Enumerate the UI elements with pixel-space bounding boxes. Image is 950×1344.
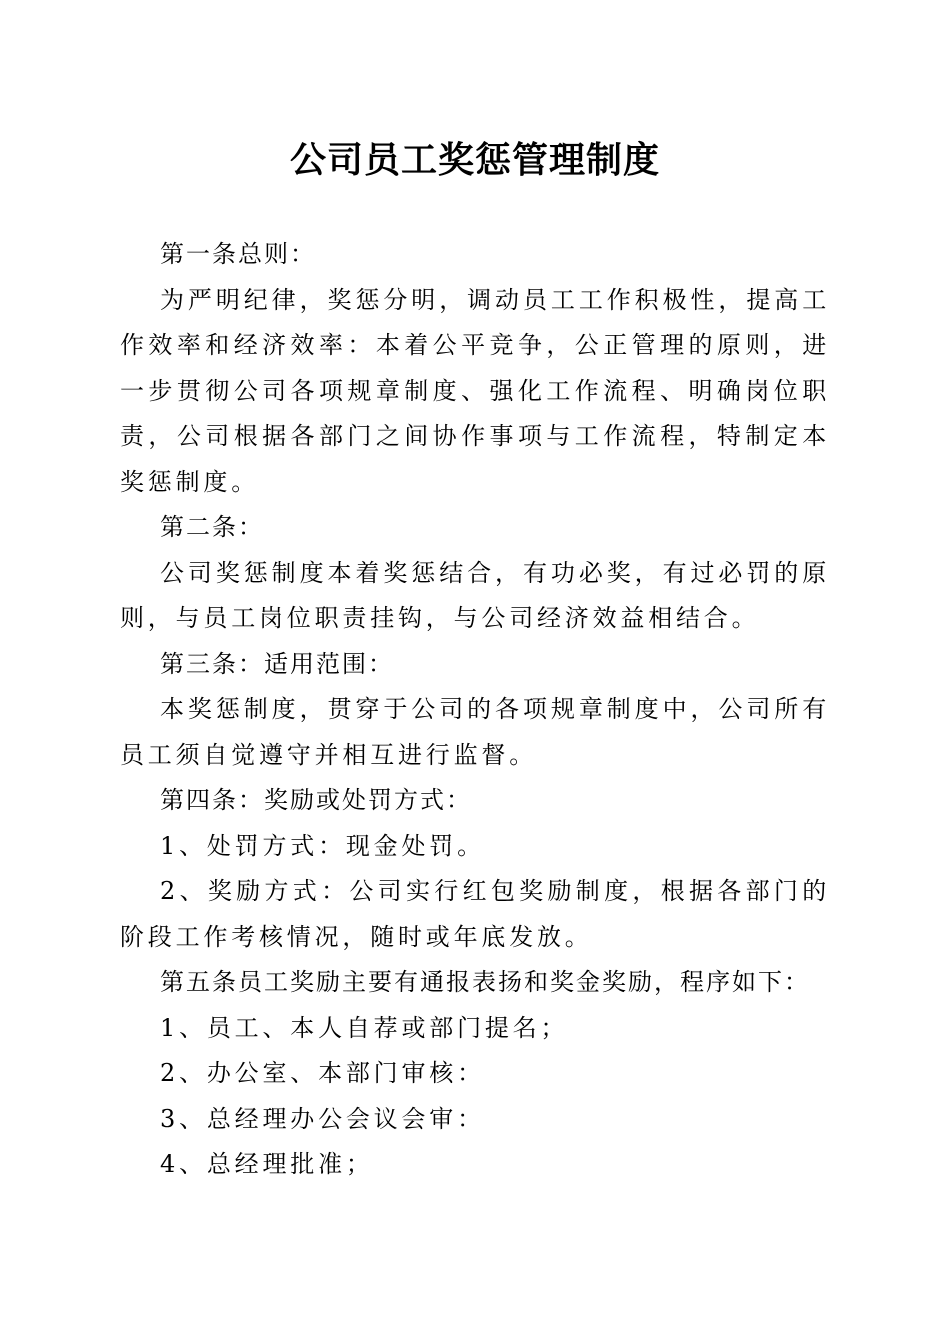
article-5-step-4: 4、总经理批准；: [160, 1150, 374, 1178]
article-4-item-1: 1、处罚方式：现金处罚。: [160, 831, 485, 860]
article-4-heading: 第四条：奖励或处罚方式：: [160, 786, 472, 814]
article-2-paragraph: 公司奖惩制度本着奖惩结合，有功必奖，有过必罚的原则，与员工岗位职责挂钩，与公司经济效益相结合。: [120, 558, 830, 632]
article-1-heading: 第一条总则：: [160, 240, 316, 268]
article-5-step-2: 2、办公室、本部门审核：: [160, 1059, 485, 1087]
article-5-step-1: 1、员工、本人自荐或部门提名；: [160, 1013, 569, 1042]
article-1-paragraph: 为严明纪律，奖惩分明，调动员工工作积极性，提高工作效率和经济效率：本着公平竞争，公正管理的原则，进一步贯彻公司各项规章制度、强化工作流程、明确岗位职责，公司根据各部门之间协作事项与工作流程，特制定本奖惩制度。: [120, 285, 830, 496]
article-5-step-3: 3、总经理办公会议会审：: [160, 1104, 485, 1133]
document-title: 公司员工奖惩管理制度: [289, 139, 660, 181]
article-3-paragraph: 本奖惩制度，贯穿于公司的各项规章制度中，公司所有员工须自觉遵守并相互进行监督。: [120, 695, 830, 769]
document-body: [120, 232, 830, 1188]
article-3-heading: 第三条：适用范围：: [160, 649, 394, 678]
article-4-item-2: 2、奖励方式：公司实行红包奖励制度，根据各部门的阶段工作考核情况，随时或年底发放。: [120, 877, 830, 951]
article-2-heading: 第二条：: [160, 513, 264, 541]
article-5-heading: 第五条员工奖励主要有通报表扬和奖金奖励，程序如下：: [160, 968, 810, 996]
